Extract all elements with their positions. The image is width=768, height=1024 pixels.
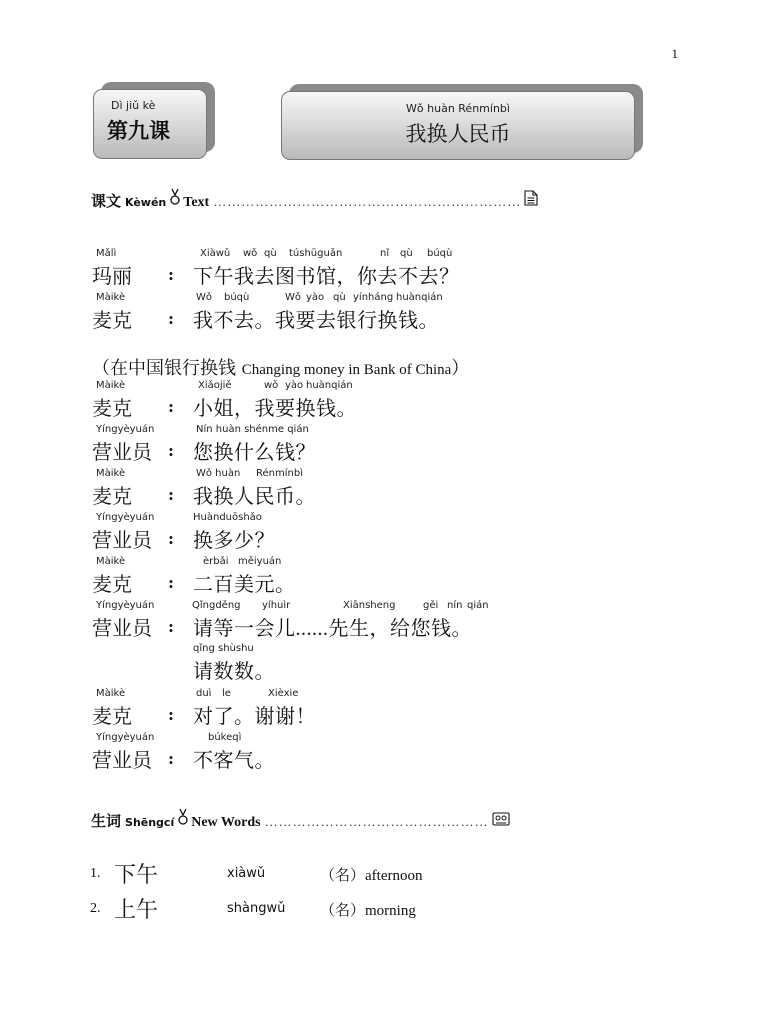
colon: : <box>168 397 174 416</box>
document-icon <box>524 190 538 206</box>
speaker: 营业员 <box>92 616 152 640</box>
context-note <box>92 354 469 380</box>
lesson-title-pinyin: Wǒ huàn Rénmínbì <box>406 102 510 115</box>
vocab-meaning: morning <box>365 903 416 919</box>
dialogue-text-part: 先生，给您钱。 <box>328 616 472 640</box>
pinyin-annotation: búkeqì <box>208 732 242 743</box>
dialogue-text: 请数数。 <box>193 659 275 683</box>
colon: : <box>168 441 174 460</box>
dialogue-text: 下午我去图书馆，你去不去？ <box>193 264 460 288</box>
dialogue-line <box>0 556 768 600</box>
pinyin-annotation: búqù <box>427 248 453 259</box>
speaker-pinyin: Mǎlì <box>96 248 117 259</box>
section-title-zh: 课文 <box>91 192 122 210</box>
pinyin-annotation: huànqián <box>396 292 443 303</box>
cassette-icon <box>492 812 510 826</box>
pinyin-annotation: yào <box>285 380 304 391</box>
speaker-pinyin: Màikè <box>96 292 126 303</box>
words-section-header <box>91 808 510 831</box>
medal-icon <box>178 808 188 826</box>
speaker-pinyin: Yíngyèyuán <box>96 732 155 743</box>
medal-icon <box>170 188 180 206</box>
pinyin-annotation: huànqián <box>306 380 353 391</box>
pinyin-annotation: Wǒ <box>285 292 302 303</box>
vocab-number: 1. <box>90 866 101 881</box>
dialogue-line <box>0 424 768 468</box>
lesson-title-box <box>281 91 635 160</box>
context-english: Changing money in Bank of China <box>241 362 452 378</box>
pinyin-annotation: èrbǎi <box>203 556 229 567</box>
pinyin-annotation: Wǒ <box>196 292 213 303</box>
pinyin-annotation: qù <box>264 248 277 259</box>
vocab-meaning: afternoon <box>365 868 423 884</box>
dotted-leader: ………………………………………… <box>264 814 489 829</box>
ellipsis: ...... <box>295 618 329 640</box>
speaker-pinyin: Yíngyèyuán <box>96 512 155 523</box>
pinyin-annotation: yíhuìr <box>262 600 291 611</box>
pinyin-annotation: Xièxie <box>268 688 299 699</box>
part-of-speech: （名） <box>320 866 366 884</box>
dotted-leader: ………………………………………………………… <box>213 194 522 209</box>
colon: : <box>168 749 174 768</box>
vocab-number: 2. <box>90 901 101 916</box>
lesson-number-title: 第九课 <box>107 119 170 143</box>
dialogue-line <box>0 512 768 556</box>
dialogue-text <box>193 612 472 641</box>
speaker-pinyin: Yíngyèyuán <box>96 424 155 435</box>
dialogue-line <box>0 732 768 776</box>
vocab-word: 下午 <box>114 863 159 888</box>
vocab-word: 上午 <box>114 898 159 923</box>
dialogue-text: 我换人民币。 <box>193 484 316 508</box>
pinyin-annotation: nín <box>447 600 463 611</box>
colon: : <box>168 265 174 284</box>
pinyin-annotation: búqù <box>224 292 250 303</box>
dialogue-line <box>0 600 768 644</box>
pinyin-annotation: Xiānsheng <box>343 600 396 611</box>
dialogue-text: 您换什么钱？ <box>193 440 316 464</box>
colon: : <box>168 485 174 504</box>
pinyin-annotation: qù <box>400 248 413 259</box>
speaker: 麦克 <box>92 396 132 420</box>
colon: : <box>168 309 174 328</box>
section-title-en: New Words <box>191 815 261 830</box>
speaker-pinyin: Màikè <box>96 380 126 391</box>
context-open: （在中国银行换钱 <box>92 358 242 379</box>
text-section-header <box>91 188 538 211</box>
section-title-pinyin: Kèwén <box>125 196 167 209</box>
speaker: 麦克 <box>92 308 132 332</box>
speaker: 营业员 <box>92 528 152 552</box>
dialogue-line <box>0 688 768 732</box>
dialogue-text-part: 请等一会儿 <box>193 616 296 640</box>
pinyin-annotation: wǒ <box>243 248 258 259</box>
lesson-number-box <box>93 89 207 159</box>
colon: : <box>168 617 174 636</box>
pinyin-annotation: Nín huàn shénme qián <box>196 424 309 435</box>
dialogue-line <box>0 292 768 336</box>
pinyin-annotation: Rénmínbì <box>256 468 303 479</box>
pinyin-annotation: gěi <box>423 600 439 611</box>
section-title-zh: 生词 <box>91 812 122 830</box>
pinyin-annotation: qǐng shùshu <box>193 643 254 654</box>
pinyin-annotation: duì <box>196 688 212 699</box>
pinyin-annotation: nǐ <box>380 248 390 259</box>
dialogue-text: 换多少？ <box>193 528 275 552</box>
vocab-definition <box>320 899 416 920</box>
pinyin-annotation: Wǒ huàn <box>196 468 241 479</box>
dialogue-line <box>0 643 768 687</box>
vocabulary-item <box>90 893 590 923</box>
page-number: 1 <box>671 46 678 61</box>
speaker: 玛丽 <box>92 264 132 288</box>
part-of-speech: （名） <box>320 901 366 919</box>
speaker-pinyin: Màikè <box>96 556 126 567</box>
pinyin-annotation: Xiǎojiě <box>198 380 232 391</box>
vocab-definition <box>320 864 423 885</box>
dialogue-text: 对了。谢谢！ <box>193 704 316 728</box>
pinyin-annotation: qù <box>333 292 346 303</box>
dialogue-line <box>0 468 768 512</box>
dialogue-text: 不客气。 <box>193 748 275 772</box>
vocab-pinyin: xiàwǔ <box>227 866 266 881</box>
lesson-title: 我换人民币 <box>405 122 511 146</box>
speaker-pinyin: Màikè <box>96 468 126 479</box>
dialogue-text: 小姐，我要换钱。 <box>193 396 357 420</box>
vocabulary-item <box>90 858 590 888</box>
speaker-pinyin: Yíngyèyuán <box>96 600 155 611</box>
colon: : <box>168 529 174 548</box>
speaker: 麦克 <box>92 484 132 508</box>
pinyin-annotation: Huànduōshǎo <box>193 512 262 523</box>
pinyin-annotation: Qǐngděng <box>192 600 241 611</box>
pinyin-annotation: qián <box>467 600 489 611</box>
dialogue-text: 我不去。我要去银行换钱。 <box>193 308 439 332</box>
pinyin-annotation: yínháng <box>353 292 394 303</box>
colon: : <box>168 705 174 724</box>
dialogue-text: 二百美元。 <box>193 572 296 596</box>
vocab-pinyin: shàngwǔ <box>227 901 286 916</box>
pinyin-annotation: Xiàwǔ <box>200 248 231 259</box>
pinyin-annotation: le <box>222 688 231 699</box>
speaker: 麦克 <box>92 704 132 728</box>
section-title-pinyin: Shēngcí <box>125 816 175 829</box>
speaker-pinyin: Màikè <box>96 688 126 699</box>
speaker: 麦克 <box>92 572 132 596</box>
pinyin-annotation: yào <box>306 292 325 303</box>
dialogue-line <box>0 248 768 292</box>
dialogue-line <box>0 380 768 424</box>
colon: : <box>168 573 174 592</box>
section-title-en: Text <box>183 195 210 210</box>
pinyin-annotation: wǒ <box>264 380 279 391</box>
context-close: ） <box>451 358 470 379</box>
pinyin-annotation: túshūguǎn <box>289 248 343 259</box>
speaker: 营业员 <box>92 748 152 772</box>
lesson-number-pinyin: Dì jiǔ kè <box>111 99 156 112</box>
speaker: 营业员 <box>92 440 152 464</box>
pinyin-annotation: měiyuán <box>238 556 282 567</box>
